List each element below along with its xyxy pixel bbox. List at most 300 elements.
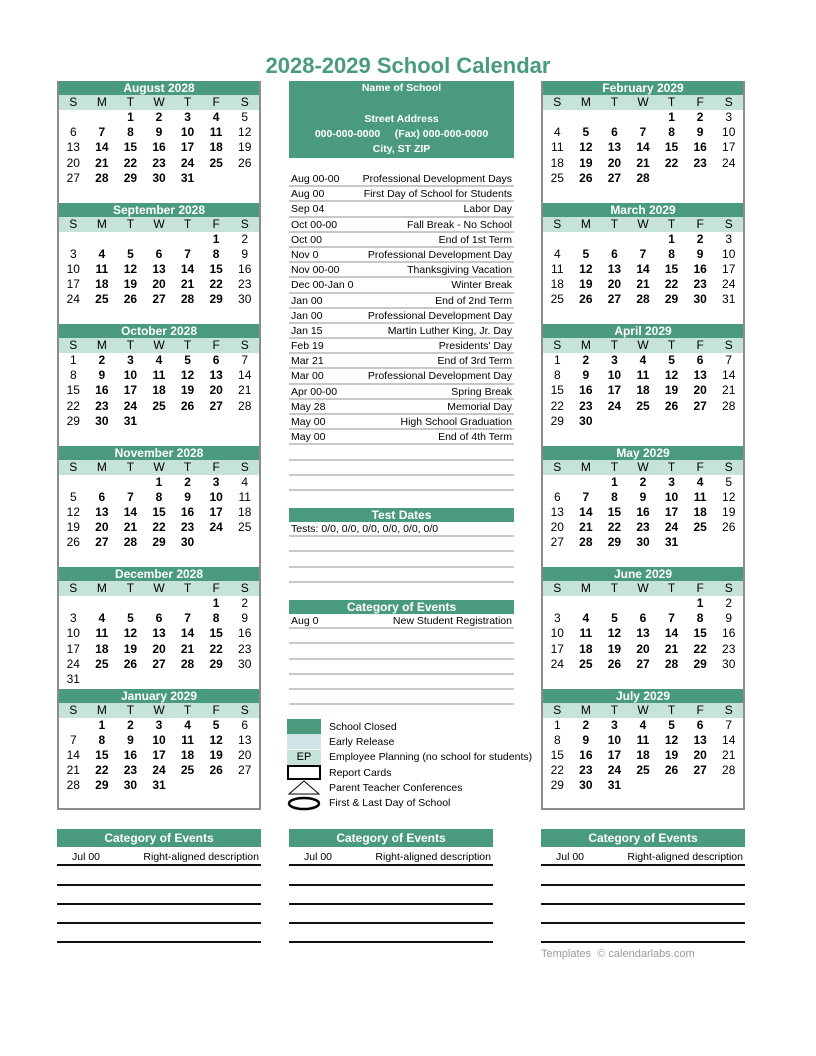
day-cell[interactable]: 24 <box>722 277 736 292</box>
day-cell[interactable]: 10 <box>66 261 80 276</box>
day-cell[interactable]: 2 <box>155 110 163 124</box>
day-cell[interactable]: 15 <box>550 383 564 398</box>
day-cell[interactable]: 1 <box>553 353 561 367</box>
day-cell[interactable]: 20 <box>152 641 166 656</box>
day-cell[interactable]: 15 <box>152 504 166 519</box>
day-cell[interactable]: 7 <box>98 125 106 140</box>
day-cell[interactable]: 8 <box>553 368 561 383</box>
day-cell[interactable]: 7 <box>69 732 77 747</box>
day-cell[interactable]: 26 <box>664 763 679 778</box>
day-cell[interactable]: 31 <box>123 413 138 428</box>
day-cell[interactable]: 20 <box>636 641 650 656</box>
day-cell[interactable]: 21 <box>123 520 138 535</box>
day-cell[interactable]: 26 <box>180 398 195 413</box>
day-cell[interactable]: 7 <box>639 246 647 261</box>
day-cell[interactable]: 6 <box>696 717 704 732</box>
day-cell[interactable]: 18 <box>550 155 564 170</box>
day-cell[interactable]: 9 <box>582 368 590 383</box>
day-cell[interactable]: 20 <box>66 155 80 170</box>
day-cell[interactable]: 18 <box>180 747 195 762</box>
day-cell[interactable]: 24 <box>152 763 166 778</box>
day-cell[interactable]: 16 <box>95 383 109 398</box>
day-cell[interactable]: 6 <box>212 353 220 367</box>
day-cell[interactable]: 11 <box>579 626 593 641</box>
day-cell[interactable]: 24 <box>722 155 736 170</box>
day-cell[interactable]: 31 <box>664 535 679 550</box>
day-cell[interactable]: 29 <box>550 778 564 793</box>
day-cell[interactable]: 25 <box>636 398 650 413</box>
day-cell[interactable]: 7 <box>668 611 675 626</box>
day-cell[interactable]: 16 <box>238 626 252 641</box>
day-cell[interactable]: 2 <box>241 231 249 246</box>
day-cell[interactable]: 30 <box>579 413 593 428</box>
day-cell[interactable]: 21 <box>180 277 195 292</box>
day-cell[interactable]: 13 <box>550 504 564 519</box>
day-cell[interactable]: 26 <box>209 763 223 778</box>
day-cell[interactable]: 2 <box>127 717 134 732</box>
day-cell[interactable]: 2 <box>184 474 191 489</box>
day-cell[interactable]: 22 <box>550 763 564 778</box>
day-cell[interactable]: 24 <box>607 763 622 778</box>
day-cell[interactable]: 5 <box>725 474 733 489</box>
day-cell[interactable]: 15 <box>664 261 679 276</box>
day-cell[interactable]: 25 <box>579 656 593 671</box>
day-cell[interactable]: 9 <box>98 368 106 383</box>
day-cell[interactable]: 1 <box>668 231 675 246</box>
day-cell[interactable]: 21 <box>579 520 593 535</box>
day-cell[interactable]: 12 <box>209 732 223 747</box>
day-cell[interactable]: 15 <box>693 626 707 641</box>
day-cell[interactable]: 1 <box>553 717 561 732</box>
day-cell[interactable]: 14 <box>636 140 650 155</box>
day-cell[interactable]: 15 <box>95 747 109 762</box>
day-cell[interactable]: 24 <box>180 155 195 170</box>
day-cell[interactable]: 10 <box>209 489 223 504</box>
day-cell[interactable]: 17 <box>664 504 679 519</box>
day-cell[interactable]: 13 <box>693 368 707 383</box>
day-cell[interactable]: 17 <box>607 383 622 398</box>
day-cell[interactable]: 26 <box>66 535 80 550</box>
day-cell[interactable]: 27 <box>636 656 650 671</box>
day-cell[interactable]: 21 <box>180 641 195 656</box>
day-cell[interactable]: 4 <box>184 717 191 732</box>
day-cell[interactable]: 10 <box>607 732 622 747</box>
day-cell[interactable]: 25 <box>550 292 564 307</box>
day-cell[interactable]: 2 <box>241 596 249 610</box>
day-cell[interactable]: 4 <box>212 110 220 124</box>
day-cell[interactable]: 20 <box>693 747 707 762</box>
day-cell[interactable]: 7 <box>184 246 191 261</box>
day-cell[interactable]: 27 <box>238 763 252 778</box>
day-cell[interactable]: 4 <box>241 474 249 489</box>
day-cell[interactable]: 24 <box>607 398 622 413</box>
day-cell[interactable]: 7 <box>127 489 134 504</box>
day-cell[interactable]: 31 <box>180 170 195 185</box>
day-cell[interactable]: 30 <box>123 778 138 793</box>
day-cell[interactable]: 26 <box>579 292 593 307</box>
day-cell[interactable]: 8 <box>69 368 77 383</box>
day-cell[interactable]: 30 <box>693 292 707 307</box>
day-cell[interactable]: 27 <box>209 398 223 413</box>
day-cell[interactable]: 14 <box>238 368 252 383</box>
day-cell[interactable]: 14 <box>180 261 195 276</box>
day-cell[interactable]: 4 <box>155 353 163 367</box>
day-cell[interactable]: 25 <box>180 763 195 778</box>
day-cell[interactable]: 29 <box>209 292 223 307</box>
day-cell[interactable]: 1 <box>611 474 618 489</box>
day-cell[interactable]: 28 <box>722 763 736 778</box>
day-cell[interactable]: 24 <box>664 520 679 535</box>
day-cell[interactable]: 27 <box>66 170 80 185</box>
day-cell[interactable]: 12 <box>238 125 252 140</box>
day-cell[interactable]: 26 <box>238 155 252 170</box>
day-cell[interactable]: 20 <box>95 520 109 535</box>
day-cell[interactable]: 10 <box>152 732 166 747</box>
day-cell[interactable]: 14 <box>636 261 650 276</box>
day-cell[interactable]: 24 <box>66 292 80 307</box>
day-cell[interactable]: 9 <box>582 732 590 747</box>
day-cell[interactable]: 13 <box>95 504 109 519</box>
day-cell[interactable]: 25 <box>209 155 223 170</box>
day-cell[interactable]: 13 <box>636 626 650 641</box>
day-cell[interactable]: 4 <box>98 611 106 626</box>
day-cell[interactable]: 4 <box>582 611 590 626</box>
day-cell[interactable]: 28 <box>66 778 80 793</box>
day-cell[interactable]: 3 <box>725 231 733 246</box>
day-cell[interactable]: 16 <box>579 383 593 398</box>
day-cell[interactable]: 17 <box>180 140 195 155</box>
day-cell[interactable]: 6 <box>155 611 163 626</box>
day-cell[interactable]: 2 <box>696 110 704 124</box>
day-cell[interactable]: 18 <box>238 504 252 519</box>
day-cell[interactable]: 8 <box>212 246 220 261</box>
day-cell[interactable]: 13 <box>66 140 80 155</box>
day-cell[interactable]: 19 <box>238 140 252 155</box>
day-cell[interactable]: 1 <box>69 353 77 367</box>
day-cell[interactable]: 28 <box>238 398 252 413</box>
day-cell[interactable]: 13 <box>152 261 166 276</box>
day-cell[interactable]: 9 <box>241 611 249 626</box>
day-cell[interactable]: 19 <box>123 277 138 292</box>
day-cell[interactable]: 24 <box>123 398 138 413</box>
day-cell[interactable]: 10 <box>664 489 679 504</box>
day-cell[interactable]: 12 <box>607 626 622 641</box>
day-cell[interactable]: 9 <box>696 246 704 261</box>
day-cell[interactable]: 27 <box>607 170 622 185</box>
day-cell[interactable]: 25 <box>152 398 166 413</box>
day-cell[interactable]: 14 <box>664 626 679 641</box>
day-cell[interactable]: 20 <box>152 277 166 292</box>
day-cell[interactable]: 11 <box>238 489 251 504</box>
day-cell[interactable]: 8 <box>553 732 561 747</box>
day-cell[interactable]: 2 <box>582 717 590 732</box>
day-cell[interactable]: 28 <box>636 292 650 307</box>
day-cell[interactable]: 30 <box>238 656 252 671</box>
day-cell[interactable]: 3 <box>212 474 220 489</box>
day-cell[interactable]: 5 <box>127 246 134 261</box>
day-cell[interactable]: 21 <box>722 383 736 398</box>
day-cell[interactable]: 8 <box>127 125 134 140</box>
day-cell[interactable]: 6 <box>155 246 163 261</box>
day-cell[interactable]: 1 <box>127 110 134 124</box>
day-cell[interactable]: 23 <box>95 398 109 413</box>
day-cell[interactable]: 9 <box>184 489 191 504</box>
day-cell[interactable]: 22 <box>209 277 223 292</box>
day-cell[interactable]: 25 <box>95 292 109 307</box>
day-cell[interactable]: 29 <box>693 656 707 671</box>
day-cell[interactable]: 26 <box>607 656 622 671</box>
day-cell[interactable]: 10 <box>607 368 622 383</box>
day-cell[interactable]: 2 <box>696 231 704 246</box>
day-cell[interactable]: 3 <box>611 353 618 367</box>
day-cell[interactable]: 27 <box>607 292 622 307</box>
day-cell[interactable]: 10 <box>722 246 736 261</box>
day-cell[interactable]: 3 <box>553 611 561 626</box>
day-cell[interactable]: 10 <box>180 125 195 140</box>
day-cell[interactable]: 24 <box>66 656 80 671</box>
day-cell[interactable]: 19 <box>607 641 622 656</box>
day-cell[interactable]: 1 <box>668 110 675 124</box>
day-cell[interactable]: 21 <box>636 277 650 292</box>
day-cell[interactable]: 19 <box>123 641 138 656</box>
day-cell[interactable]: 18 <box>95 277 109 292</box>
day-cell[interactable]: 5 <box>184 353 191 367</box>
day-cell[interactable]: 8 <box>668 246 675 261</box>
day-cell[interactable]: 25 <box>238 520 252 535</box>
day-cell[interactable]: 30 <box>636 535 650 550</box>
day-cell[interactable]: 3 <box>155 717 163 732</box>
day-cell[interactable]: 23 <box>693 155 707 170</box>
day-cell[interactable]: 11 <box>636 732 650 747</box>
day-cell[interactable]: 22 <box>664 155 679 170</box>
day-cell[interactable]: 12 <box>123 261 138 276</box>
day-cell[interactable]: 29 <box>550 413 564 428</box>
day-cell[interactable]: 4 <box>553 246 561 261</box>
day-cell[interactable]: 4 <box>639 717 647 732</box>
day-cell[interactable]: 9 <box>639 489 647 504</box>
day-cell[interactable]: 7 <box>725 353 733 367</box>
day-cell[interactable]: 21 <box>66 763 80 778</box>
day-cell[interactable]: 14 <box>66 747 80 762</box>
day-cell[interactable]: 17 <box>66 641 80 656</box>
day-cell[interactable]: 9 <box>127 732 134 747</box>
day-cell[interactable]: 6 <box>98 489 106 504</box>
day-cell[interactable]: 11 <box>551 261 564 276</box>
day-cell[interactable]: 31 <box>722 292 736 307</box>
day-cell[interactable]: 6 <box>611 246 618 261</box>
day-cell[interactable]: 30 <box>95 413 109 428</box>
day-cell[interactable]: 22 <box>693 641 707 656</box>
day-cell[interactable]: 22 <box>66 398 80 413</box>
day-cell[interactable]: 23 <box>152 155 166 170</box>
day-cell[interactable]: 31 <box>607 778 622 793</box>
day-cell[interactable]: 29 <box>95 778 109 793</box>
day-cell[interactable]: 19 <box>209 747 223 762</box>
day-cell[interactable]: 27 <box>550 535 564 550</box>
day-cell[interactable]: 18 <box>550 277 564 292</box>
day-cell[interactable]: 29 <box>664 292 679 307</box>
day-cell[interactable]: 6 <box>611 125 618 140</box>
day-cell[interactable]: 16 <box>693 261 707 276</box>
day-cell[interactable]: 27 <box>152 292 166 307</box>
day-cell[interactable]: 28 <box>722 398 736 413</box>
day-cell[interactable]: 17 <box>123 383 138 398</box>
day-cell[interactable]: 21 <box>722 747 736 762</box>
day-cell[interactable]: 5 <box>582 246 590 261</box>
day-cell[interactable]: 15 <box>607 504 622 519</box>
day-cell[interactable]: 30 <box>180 535 195 550</box>
day-cell[interactable]: 15 <box>66 383 80 398</box>
day-cell[interactable]: 17 <box>209 504 223 519</box>
day-cell[interactable]: 11 <box>636 368 650 383</box>
day-cell[interactable]: 9 <box>155 125 163 140</box>
day-cell[interactable]: 19 <box>664 747 679 762</box>
day-cell[interactable]: 19 <box>579 277 593 292</box>
day-cell[interactable]: 12 <box>664 732 679 747</box>
day-cell[interactable]: 26 <box>664 398 679 413</box>
day-cell[interactable]: 1 <box>212 231 220 246</box>
day-cell[interactable]: 8 <box>611 489 618 504</box>
day-cell[interactable]: 19 <box>722 504 736 519</box>
day-cell[interactable]: 19 <box>180 383 195 398</box>
day-cell[interactable]: 18 <box>636 747 650 762</box>
day-cell[interactable]: 17 <box>722 140 736 155</box>
day-cell[interactable]: 24 <box>209 520 223 535</box>
day-cell[interactable]: 28 <box>636 170 650 185</box>
day-cell[interactable]: 15 <box>209 261 223 276</box>
day-cell[interactable]: 17 <box>550 641 564 656</box>
day-cell[interactable]: 7 <box>725 717 733 732</box>
day-cell[interactable]: 1 <box>98 717 106 732</box>
day-cell[interactable]: 7 <box>184 611 191 626</box>
day-cell[interactable]: 29 <box>607 535 622 550</box>
day-cell[interactable]: 15 <box>664 140 679 155</box>
day-cell[interactable]: 25 <box>693 520 707 535</box>
day-cell[interactable]: 5 <box>127 611 134 626</box>
day-cell[interactable]: 14 <box>180 626 195 641</box>
day-cell[interactable]: 2 <box>639 474 647 489</box>
day-cell[interactable]: 11 <box>181 732 194 747</box>
day-cell[interactable]: 23 <box>579 398 593 413</box>
day-cell[interactable]: 18 <box>693 504 707 519</box>
day-cell[interactable]: 14 <box>95 140 109 155</box>
day-cell[interactable]: 4 <box>639 353 647 367</box>
day-cell[interactable]: 6 <box>69 125 77 140</box>
day-cell[interactable]: 3 <box>127 353 134 367</box>
day-cell[interactable]: 17 <box>66 277 80 292</box>
day-cell[interactable]: 20 <box>693 383 707 398</box>
day-cell[interactable]: 28 <box>95 170 109 185</box>
day-cell[interactable]: 13 <box>607 261 622 276</box>
day-cell[interactable]: 18 <box>152 383 166 398</box>
day-cell[interactable]: 22 <box>95 763 109 778</box>
day-cell[interactable]: 25 <box>95 656 109 671</box>
day-cell[interactable]: 20 <box>550 520 564 535</box>
day-cell[interactable]: 2 <box>582 353 590 367</box>
day-cell[interactable]: 7 <box>582 489 590 504</box>
day-cell[interactable]: 15 <box>550 747 564 762</box>
day-cell[interactable]: 12 <box>722 489 736 504</box>
day-cell[interactable]: 13 <box>209 368 223 383</box>
day-cell[interactable]: 12 <box>180 368 195 383</box>
day-cell[interactable]: 1 <box>696 596 704 610</box>
day-cell[interactable]: 12 <box>579 261 593 276</box>
day-cell[interactable]: 2 <box>725 596 733 610</box>
day-cell[interactable]: 11 <box>209 125 223 140</box>
day-cell[interactable]: 5 <box>241 110 249 124</box>
day-cell[interactable]: 17 <box>152 747 166 762</box>
day-cell[interactable]: 7 <box>639 125 647 140</box>
day-cell[interactable]: 25 <box>636 763 650 778</box>
day-cell[interactable]: 15 <box>209 626 223 641</box>
day-cell[interactable]: 16 <box>123 747 138 762</box>
day-cell[interactable]: 13 <box>607 140 622 155</box>
day-cell[interactable]: 20 <box>607 155 622 170</box>
day-cell[interactable]: 23 <box>238 641 252 656</box>
day-cell[interactable]: 26 <box>722 520 736 535</box>
day-cell[interactable]: 27 <box>693 398 707 413</box>
day-cell[interactable]: 24 <box>550 656 564 671</box>
day-cell[interactable]: 18 <box>636 383 650 398</box>
day-cell[interactable]: 5 <box>668 717 675 732</box>
day-cell[interactable]: 12 <box>579 140 593 155</box>
day-cell[interactable]: 20 <box>209 383 223 398</box>
day-cell[interactable]: 10 <box>722 125 736 140</box>
day-cell[interactable]: 1 <box>212 596 220 610</box>
day-cell[interactable]: 25 <box>550 170 564 185</box>
day-cell[interactable]: 16 <box>180 504 195 519</box>
day-cell[interactable]: 23 <box>123 763 138 778</box>
day-cell[interactable]: 8 <box>212 611 220 626</box>
footer-credit[interactable]: Templates © calendarlabs.com <box>541 948 695 960</box>
day-cell[interactable]: 15 <box>123 140 138 155</box>
day-cell[interactable]: 29 <box>123 170 138 185</box>
day-cell[interactable]: 14 <box>579 504 593 519</box>
day-cell[interactable]: 27 <box>152 656 166 671</box>
day-cell[interactable]: 23 <box>579 763 593 778</box>
day-cell[interactable]: 28 <box>664 656 679 671</box>
day-cell[interactable]: 21 <box>95 155 109 170</box>
day-cell[interactable]: 23 <box>180 520 195 535</box>
day-cell[interactable]: 5 <box>582 125 590 140</box>
day-cell[interactable]: 19 <box>664 383 679 398</box>
day-cell[interactable]: 12 <box>66 504 80 519</box>
day-cell[interactable]: 9 <box>696 125 704 140</box>
day-cell[interactable]: 19 <box>66 520 80 535</box>
day-cell[interactable]: 5 <box>611 611 618 626</box>
day-cell[interactable]: 22 <box>664 277 679 292</box>
day-cell[interactable]: 18 <box>209 140 223 155</box>
day-cell[interactable]: 14 <box>123 504 138 519</box>
day-cell[interactable]: 30 <box>722 656 736 671</box>
day-cell[interactable]: 11 <box>551 140 564 155</box>
day-cell[interactable]: 27 <box>693 763 707 778</box>
day-cell[interactable]: 3 <box>668 474 675 489</box>
day-cell[interactable]: 7 <box>241 353 249 367</box>
day-cell[interactable]: 9 <box>725 611 733 626</box>
day-cell[interactable]: 30 <box>238 292 252 307</box>
day-cell[interactable]: 20 <box>238 747 252 762</box>
day-cell[interactable]: 13 <box>238 732 252 747</box>
day-cell[interactable]: 21 <box>664 641 679 656</box>
day-cell[interactable]: 10 <box>550 626 564 641</box>
day-cell[interactable]: 6 <box>241 717 249 732</box>
day-cell[interactable]: 12 <box>123 626 138 641</box>
day-cell[interactable]: 11 <box>95 626 109 641</box>
day-cell[interactable]: 3 <box>725 110 733 124</box>
day-cell[interactable]: 21 <box>238 383 252 398</box>
day-cell[interactable]: 23 <box>238 277 252 292</box>
